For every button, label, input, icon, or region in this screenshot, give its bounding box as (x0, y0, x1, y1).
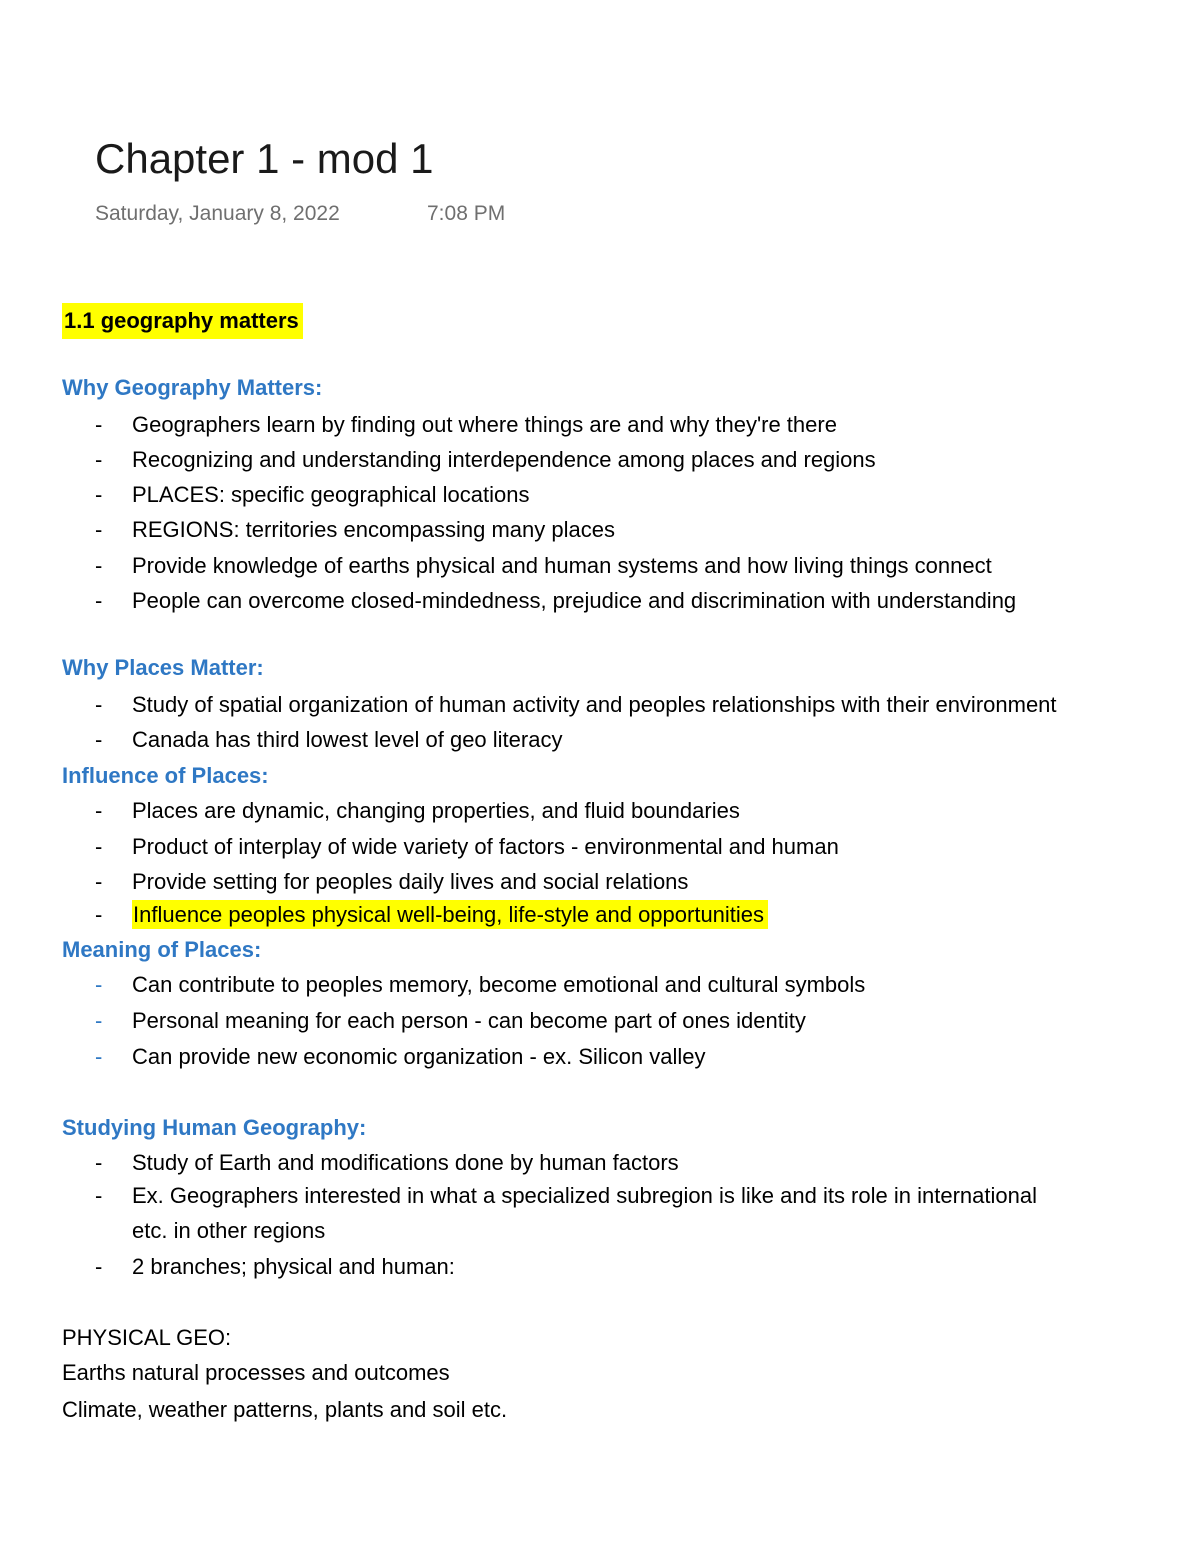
list-item: - 2 branches; physical and human: (95, 1252, 455, 1282)
list-item: - Can provide new economic organization - ex. Silicon valley (95, 1042, 706, 1072)
bullet-dash: - (95, 588, 103, 613)
section-heading-why-places: Why Places Matter: (62, 655, 264, 680)
list-item: - Canada has third lowest level of geo literacy (95, 725, 562, 755)
note-date: Saturday, January 8, 2022 (95, 202, 340, 225)
physical-geo-line: Earths natural processes and outcomes (62, 1360, 450, 1385)
list-item: - Ex. Geographers interested in what a specialized subregion is like and its role in international (95, 1181, 1037, 1211)
bullet-dash: - (95, 1044, 103, 1069)
bullet-dash: - (95, 727, 103, 752)
bullet-dash: - (95, 1254, 103, 1279)
section-heading-why-geography: Why Geography Matters: (62, 375, 323, 400)
physical-geo-line: Climate, weather patterns, plants and soil etc. (62, 1397, 508, 1422)
bullet-dash: - (95, 1008, 103, 1033)
list-item-continuation: etc. in other regions (132, 1218, 326, 1243)
bullet-dash: - (95, 1150, 103, 1175)
bullet-dash: - (95, 553, 103, 578)
list-item: - Provide setting for peoples daily lives and social relations (95, 867, 688, 897)
list-item: - Study of Earth and modifications done by human factors (95, 1148, 679, 1178)
list-item: - People can overcome closed-mindedness, prejudice and discrimination with understanding (95, 586, 1016, 616)
bullet-dash: - (95, 798, 103, 823)
bullet-dash: - (95, 412, 103, 437)
list-item-highlighted: - Influence peoples physical well-being, life-style and opportunities (95, 900, 768, 930)
bullet-dash: - (95, 902, 103, 927)
highlighted-heading: 1.1 geography matters (62, 303, 303, 339)
list-item: - Can contribute to peoples memory, become emotional and cultural symbols (95, 970, 865, 1000)
bullet-dash: - (95, 1183, 103, 1208)
bullet-dash: - (95, 482, 103, 507)
section-heading-influence: Influence of Places: (62, 763, 269, 788)
bullet-dash: - (95, 692, 103, 717)
section-heading-studying: Studying Human Geography: (62, 1115, 367, 1140)
page-title: Chapter 1 - mod 1 (95, 135, 434, 182)
list-item: - Geographers learn by finding out where things are and why they're there (95, 410, 837, 440)
list-item: - Study of spatial organization of human activity and peoples relationships with their environment (95, 690, 1057, 720)
list-item: - REGIONS: territories encompassing many places (95, 515, 615, 545)
section-heading-meaning: Meaning of Places: (62, 937, 262, 962)
bullet-dash: - (95, 972, 103, 997)
bullet-dash: - (95, 517, 103, 542)
physical-geo-label: PHYSICAL GEO: (62, 1325, 232, 1350)
bullet-dash: - (95, 834, 103, 859)
bullet-dash: - (95, 869, 103, 894)
list-item: - Product of interplay of wide variety of factors - environmental and human (95, 832, 839, 862)
list-item: - Places are dynamic, changing properties, and fluid boundaries (95, 796, 740, 826)
bullet-dash: - (95, 447, 103, 472)
list-item: - Provide knowledge of earths physical and human systems and how living things connect (95, 551, 992, 581)
list-item: - PLACES: specific geographical locations (95, 480, 529, 510)
list-item: - Personal meaning for each person - can become part of ones identity (95, 1006, 806, 1036)
list-item: - Recognizing and understanding interdependence among places and regions (95, 445, 876, 475)
note-time: 7:08 PM (427, 202, 506, 225)
